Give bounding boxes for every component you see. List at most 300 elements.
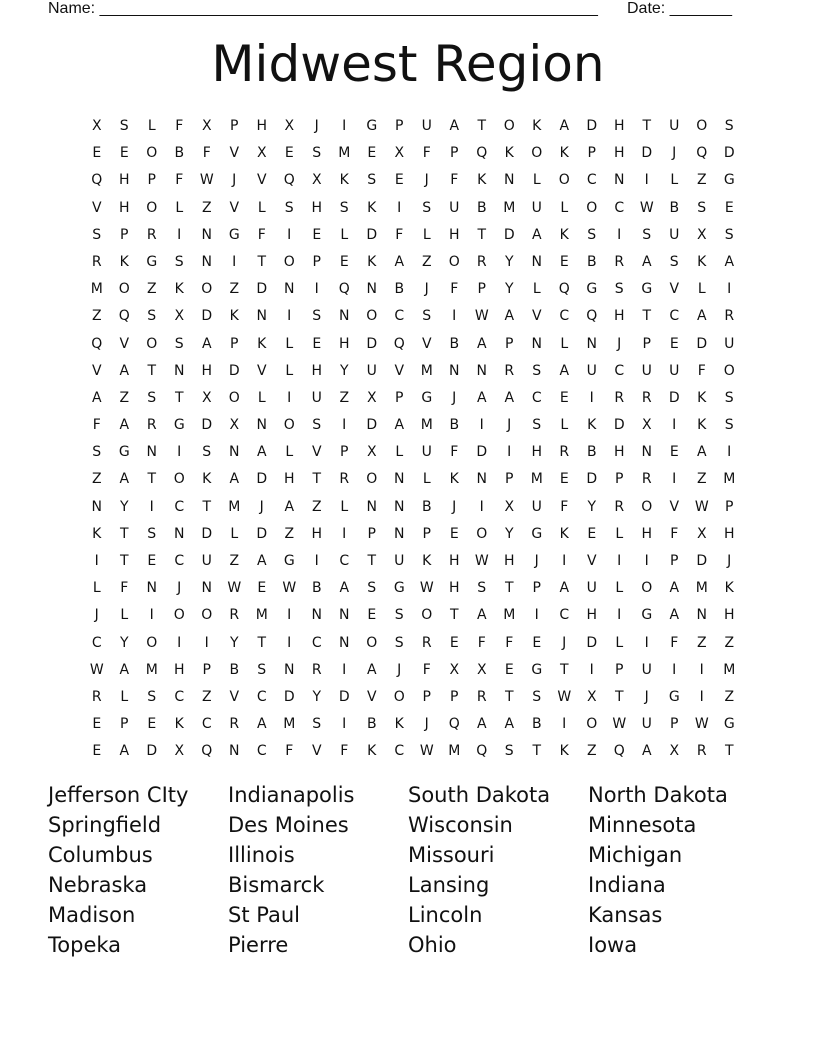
grid-letter: S — [642, 226, 652, 243]
grid-letter: Z — [91, 471, 102, 488]
grid-letter: F — [560, 498, 569, 515]
grid-letter: O — [641, 580, 653, 597]
grid-letter: D — [696, 553, 708, 569]
grid-letter: F — [257, 226, 266, 243]
grid-letter: M — [448, 743, 461, 760]
grid-letter: Q — [613, 743, 625, 760]
word-bank-column — [408, 780, 588, 960]
grid-letter: T — [147, 362, 157, 379]
grid-row — [83, 602, 743, 629]
grid-letter: M — [503, 199, 516, 216]
grid-letter: W — [612, 716, 627, 733]
grid-letter: Y — [119, 634, 129, 651]
grid-letter: X — [311, 172, 322, 189]
grid-letter: S — [587, 226, 597, 243]
grid-letter: H — [173, 661, 185, 678]
word-bank-item: Des Moines — [228, 813, 349, 837]
grid-letter: K — [202, 471, 212, 488]
grid-letter: T — [642, 118, 652, 134]
grid-letter: A — [559, 580, 570, 597]
grid-letter: J — [424, 716, 429, 733]
grid-letter: N — [146, 580, 157, 597]
grid-letter: O — [586, 199, 598, 216]
grid-letter: F — [340, 743, 349, 760]
grid-letter: P — [670, 716, 679, 733]
grid-letter: U — [201, 553, 212, 569]
grid-letter: E — [367, 145, 377, 162]
grid-letter: N — [146, 444, 157, 461]
grid-letter: I — [342, 417, 347, 434]
grid-letter: K — [697, 389, 707, 406]
grid-letter: R — [339, 471, 350, 488]
grid-letter: O — [366, 471, 378, 488]
grid-row — [83, 521, 743, 548]
grid-letter: J — [452, 498, 457, 515]
grid-letter: O — [723, 362, 735, 379]
grid-letter: R — [614, 389, 625, 406]
grid-letter: X — [256, 145, 267, 162]
word-bank — [48, 780, 768, 960]
grid-letter: L — [560, 199, 569, 216]
grid-letter: P — [395, 389, 404, 406]
grid-letter: K — [697, 253, 707, 270]
grid-letter: U — [394, 553, 405, 569]
grid-letter: N — [366, 281, 377, 298]
grid-row — [83, 249, 743, 276]
grid-letter: P — [340, 444, 349, 461]
grid-letter: N — [201, 253, 212, 270]
grid-letter: C — [559, 308, 570, 325]
grid-letter: K — [229, 308, 239, 325]
grid-letter: J — [397, 661, 402, 678]
grid-letter: S — [174, 335, 184, 352]
grid-letter: O — [448, 253, 460, 270]
grid-letter: U — [366, 362, 377, 379]
grid-letter: Q — [91, 172, 103, 189]
grid-letter: I — [177, 444, 182, 461]
grid-letter: E — [669, 335, 679, 352]
grid-letter: K — [559, 525, 569, 542]
grid-letter: W — [639, 199, 654, 216]
grid-letter: N — [339, 634, 350, 651]
grid-letter: Z — [696, 634, 707, 651]
grid-letter: V — [119, 335, 130, 352]
grid-letter: K — [422, 553, 432, 569]
grid-letter: C — [559, 607, 570, 624]
grid-letter: V — [421, 335, 432, 352]
grid-letter: L — [285, 362, 294, 379]
grid-row — [83, 222, 743, 249]
grid-letter: U — [311, 389, 322, 406]
grid-letter: O — [283, 253, 295, 270]
grid-letter: C — [669, 308, 680, 325]
grid-letter: A — [119, 471, 130, 488]
word-bank-column — [228, 780, 408, 960]
word-bank-item: South Dakota — [408, 783, 551, 807]
grid-letter: I — [397, 199, 402, 216]
grid-letter: K — [559, 743, 569, 760]
grid-letter: N — [256, 417, 267, 434]
grid-letter: K — [367, 199, 377, 216]
grid-letter: T — [312, 471, 322, 488]
grid-letter: K — [339, 172, 349, 189]
grid-letter: A — [696, 308, 707, 325]
grid-letter: L — [340, 226, 349, 243]
word-bank-item: Missouri — [408, 843, 495, 867]
grid-letter: B — [229, 661, 240, 678]
grid-letter: X — [366, 389, 377, 406]
grid-letter: G — [173, 417, 185, 434]
grid-letter: P — [120, 226, 129, 243]
grid-letter: O — [146, 199, 158, 216]
grid-letter: I — [699, 661, 704, 678]
grid-letter: T — [642, 308, 652, 325]
grid-letter: O — [173, 607, 185, 624]
grid-letter: R — [476, 688, 487, 705]
word-bank-item: St Paul — [228, 903, 300, 927]
grid-letter: Z — [229, 281, 240, 298]
grid-letter: R — [229, 716, 240, 733]
grid-letter: C — [531, 389, 542, 406]
grid-letter: R — [421, 634, 432, 651]
grid-letter: I — [314, 553, 319, 569]
grid-letter: L — [560, 417, 569, 434]
grid-letter: A — [119, 417, 130, 434]
grid-letter: A — [559, 362, 570, 379]
grid-letter: N — [284, 281, 295, 298]
grid-letter: Y — [504, 281, 514, 298]
grid-letter: I — [534, 607, 539, 624]
grid-letter: D — [146, 743, 158, 760]
grid-letter: K — [449, 471, 459, 488]
grid-letter: W — [557, 688, 572, 705]
word-bank-item: Springfield — [48, 813, 162, 837]
grid-letter: U — [641, 716, 652, 733]
word-bank-item: Jefferson CIty — [48, 783, 189, 807]
grid-letter: N — [201, 580, 212, 597]
grid-letter: K — [174, 281, 184, 298]
grid-letter: F — [175, 172, 184, 189]
grid-letter: N — [531, 253, 542, 270]
grid-letter: O — [641, 498, 653, 515]
grid-letter: U — [586, 580, 597, 597]
grid-letter: I — [149, 607, 154, 624]
grid-row — [83, 439, 743, 466]
grid-letter: I — [177, 226, 182, 243]
grid-letter: L — [257, 199, 266, 216]
grid-letter: R — [559, 444, 570, 461]
grid-letter: P — [477, 281, 486, 298]
grid-letter: I — [644, 634, 649, 651]
grid-letter: G — [118, 444, 130, 461]
grid-letter: L — [395, 444, 404, 461]
grid-letter: S — [147, 525, 157, 542]
grid-letter: N — [229, 444, 240, 461]
grid-letter: X — [504, 498, 515, 515]
grid-letter: K — [367, 253, 377, 270]
grid-letter: U — [641, 661, 652, 678]
grid-letter: G — [668, 688, 680, 705]
grid-letter: U — [724, 335, 735, 352]
grid-letter: U — [586, 362, 597, 379]
grid-letter: N — [339, 308, 350, 325]
grid-letter: Y — [119, 498, 129, 515]
grid-letter: J — [727, 553, 732, 569]
grid-row — [83, 331, 743, 358]
grid-letter: E — [724, 199, 734, 216]
grid-letter: M — [283, 716, 296, 733]
grid-letter: X — [229, 417, 240, 434]
grid-letter: S — [312, 308, 322, 325]
word-bank-item: Lansing — [408, 873, 490, 897]
word-bank-item: Topeka — [48, 933, 122, 957]
grid-letter: A — [201, 335, 212, 352]
grid-letter: T — [477, 226, 487, 243]
grid-letter: G — [641, 281, 653, 298]
word-bank-item: Pierre — [228, 933, 289, 957]
grid-letter: N — [339, 607, 350, 624]
grid-letter: G — [531, 661, 543, 678]
name-field-label: Name: ________________________________________________________ — [48, 0, 598, 17]
grid-letter: E — [257, 580, 267, 597]
grid-letter: R — [146, 226, 157, 243]
grid-letter: H — [118, 199, 130, 216]
grid-letter: R — [146, 417, 157, 434]
grid-letter: A — [119, 362, 130, 379]
grid-letter: Z — [119, 389, 130, 406]
grid-letter: L — [422, 471, 431, 488]
grid-letter: W — [419, 580, 434, 597]
grid-letter: D — [586, 634, 598, 651]
grid-letter: K — [174, 716, 184, 733]
grid-letter: B — [394, 281, 405, 298]
grid-row — [83, 548, 743, 575]
grid-letter: Z — [724, 634, 735, 651]
grid-letter: V — [229, 199, 240, 216]
grid-letter: F — [285, 743, 294, 760]
grid-letter: P — [670, 553, 679, 569]
grid-letter: L — [560, 335, 569, 352]
grid-letter: M — [145, 661, 158, 678]
grid-letter: A — [476, 716, 487, 733]
grid-letter: L — [92, 580, 101, 597]
grid-letter: Q — [476, 145, 488, 162]
grid-letter: G — [586, 281, 598, 298]
grid-letter: U — [421, 118, 432, 134]
grid-letter: X — [366, 444, 377, 461]
grid-letter: R — [641, 471, 652, 488]
grid-letter: X — [284, 118, 295, 134]
grid-row — [83, 684, 743, 711]
grid-letter: I — [672, 417, 677, 434]
grid-letter: A — [476, 389, 487, 406]
grid-letter: W — [199, 172, 214, 189]
grid-letter: R — [229, 607, 240, 624]
grid-letter: O — [118, 281, 130, 298]
grid-letter: Q — [448, 716, 460, 733]
grid-letter: P — [202, 661, 211, 678]
grid-letter: Q — [118, 308, 130, 325]
grid-letter: O — [173, 471, 185, 488]
grid-letter: B — [586, 253, 597, 270]
grid-letter: Y — [587, 498, 597, 515]
grid-letter: I — [232, 253, 237, 270]
grid-letter: G — [641, 607, 653, 624]
grid-letter: B — [421, 498, 432, 515]
grid-letter: F — [477, 634, 486, 651]
grid-letter: G — [531, 525, 543, 542]
grid-letter: E — [92, 716, 102, 733]
grid-letter: M — [695, 580, 708, 597]
grid-letter: S — [422, 308, 432, 325]
grid-letter: D — [668, 389, 680, 406]
grid-letter: S — [312, 145, 322, 162]
grid-letter: K — [119, 253, 129, 270]
grid-letter: O — [531, 145, 543, 162]
grid-letter: Q — [91, 335, 103, 352]
grid-letter: H — [723, 525, 735, 542]
grid-letter: G — [393, 580, 405, 597]
grid-letter: A — [284, 498, 295, 515]
grid-letter: T — [147, 471, 157, 488]
letter-grid — [83, 113, 743, 766]
grid-letter: S — [394, 607, 404, 624]
grid-letter: E — [312, 335, 322, 352]
grid-letter: I — [177, 634, 182, 651]
grid-letter: B — [586, 444, 597, 461]
grid-letter: E — [669, 444, 679, 461]
grid-letter: K — [257, 335, 267, 352]
grid-letter: I — [727, 444, 732, 461]
grid-letter: D — [201, 417, 213, 434]
grid-letter: F — [395, 226, 404, 243]
grid-letter: I — [287, 308, 292, 325]
grid-letter: S — [367, 580, 377, 597]
grid-letter: O — [201, 281, 213, 298]
grid-letter: U — [531, 498, 542, 515]
grid-letter: A — [91, 389, 102, 406]
grid-letter: H — [723, 607, 735, 624]
grid-letter: R — [614, 253, 625, 270]
grid-letter: E — [339, 253, 349, 270]
grid-letter: J — [562, 634, 567, 651]
grid-letter: I — [452, 308, 457, 325]
word-bank-item: Kansas — [588, 903, 663, 927]
grid-letter: P — [422, 688, 431, 705]
grid-letter: T — [532, 743, 542, 760]
grid-letter: H — [448, 226, 460, 243]
grid-letter: T — [257, 634, 267, 651]
grid-letter: I — [617, 553, 622, 569]
grid-letter: M — [338, 145, 351, 162]
grid-letter: Q — [283, 172, 295, 189]
grid-letter: T — [367, 553, 377, 569]
grid-letter: K — [477, 172, 487, 189]
grid-letter: E — [119, 145, 129, 162]
grid-letter: S — [422, 199, 432, 216]
grid-letter: J — [507, 417, 512, 434]
grid-letter: W — [89, 661, 104, 678]
grid-letter: I — [342, 525, 347, 542]
grid-letter: P — [120, 716, 129, 733]
grid-letter: I — [589, 661, 594, 678]
word-bank-item: Indianapolis — [228, 783, 355, 807]
grid-letter: A — [256, 716, 267, 733]
grid-row — [83, 140, 743, 167]
grid-letter: W — [694, 498, 709, 515]
grid-letter: U — [669, 362, 680, 379]
grid-letter: Q — [338, 281, 350, 298]
grid-letter: U — [669, 118, 680, 134]
grid-letter: S — [312, 417, 322, 434]
grid-letter: N — [394, 471, 405, 488]
grid-letter: E — [367, 607, 377, 624]
grid-letter: E — [449, 525, 459, 542]
grid-letter: H — [586, 607, 598, 624]
grid-letter: W — [474, 553, 489, 569]
grid-letter: T — [477, 118, 487, 134]
grid-letter: M — [420, 417, 433, 434]
grid-letter: D — [283, 688, 295, 705]
grid-letter: L — [230, 525, 239, 542]
grid-letter: P — [147, 172, 156, 189]
grid-letter: A — [504, 308, 515, 325]
grid-letter: A — [669, 607, 680, 624]
grid-letter: A — [696, 444, 707, 461]
grid-letter: P — [450, 688, 459, 705]
grid-letter: S — [92, 444, 102, 461]
grid-letter: V — [531, 308, 542, 325]
grid-letter: I — [342, 661, 347, 678]
grid-letter: A — [559, 118, 570, 134]
grid-letter: E — [587, 525, 597, 542]
grid-letter: V — [669, 281, 680, 298]
grid-letter: L — [615, 525, 624, 542]
grid-letter: M — [228, 498, 241, 515]
grid-letter: S — [669, 253, 679, 270]
grid-row — [83, 630, 743, 657]
grid-letter: R — [476, 253, 487, 270]
word-bank-item: North Dakota — [588, 783, 728, 807]
grid-letter: I — [727, 281, 732, 298]
grid-letter: X — [394, 145, 405, 162]
grid-letter: X — [174, 308, 185, 325]
grid-letter: A — [119, 743, 130, 760]
grid-letter: T — [174, 389, 184, 406]
grid-letter: D — [366, 226, 378, 243]
grid-letter: K — [92, 525, 102, 542]
grid-letter: O — [393, 688, 405, 705]
grid-letter: C — [174, 688, 185, 705]
grid-letter: H — [448, 553, 460, 569]
grid-letter: I — [644, 553, 649, 569]
grid-letter: X — [586, 688, 597, 705]
grid-letter: H — [613, 145, 625, 162]
grid-letter: I — [644, 172, 649, 189]
grid-letter: F — [422, 145, 431, 162]
grid-letter: Q — [696, 145, 708, 162]
grid-letter: K — [394, 716, 404, 733]
grid-letter: T — [504, 580, 514, 597]
grid-letter: O — [228, 389, 240, 406]
grid-letter: O — [146, 145, 158, 162]
grid-letter: H — [201, 362, 213, 379]
grid-letter: H — [311, 362, 323, 379]
grid-letter: Q — [476, 743, 488, 760]
grid-letter: K — [504, 145, 514, 162]
word-bank-column — [588, 780, 768, 960]
grid-letter: D — [586, 118, 598, 134]
